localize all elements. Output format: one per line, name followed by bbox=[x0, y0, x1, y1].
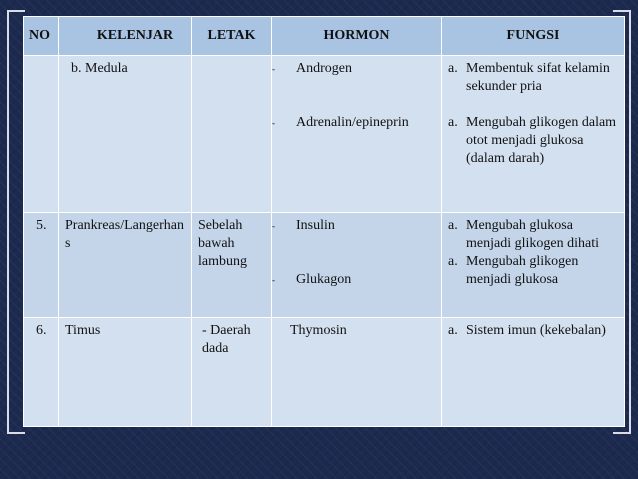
cell-hormon bbox=[272, 318, 442, 427]
list-marker: a. bbox=[448, 61, 458, 76]
cell-kelenjar bbox=[59, 318, 192, 427]
function-item bbox=[448, 60, 620, 96]
list-marker: a. bbox=[448, 218, 458, 233]
hormone-name: Androgen bbox=[296, 61, 352, 76]
hormone-item bbox=[272, 271, 437, 289]
cell-no: 5. bbox=[24, 213, 59, 318]
cell-kelenjar bbox=[59, 213, 192, 318]
kelenjar-text: Timus bbox=[65, 323, 101, 338]
hormone-name: Insulin bbox=[296, 218, 335, 233]
function-item bbox=[448, 114, 620, 168]
dash-marker: - bbox=[272, 118, 275, 128]
cell-letak bbox=[192, 56, 272, 213]
function-text: Mengubah glikogen dalam otot menjadi glukosa (dalam darah) bbox=[466, 115, 617, 166]
dash-marker: - bbox=[272, 275, 275, 285]
table-row bbox=[24, 213, 625, 318]
function-text: Mengubah glikogen menjadi glukosa bbox=[466, 254, 579, 287]
header-no: NO bbox=[24, 17, 59, 56]
cell-fungsi bbox=[442, 56, 625, 213]
cell-letak bbox=[192, 213, 272, 318]
table-header-row bbox=[24, 17, 625, 56]
list-marker: a. bbox=[448, 254, 458, 269]
function-text: Sistem imun (kekebalan) bbox=[466, 323, 606, 338]
kelenjar-text: b. Medula bbox=[71, 61, 128, 76]
hormone-table bbox=[23, 16, 625, 427]
cell-kelenjar bbox=[59, 56, 192, 213]
hormone-name: Adrenalin/epineprin bbox=[296, 115, 409, 130]
cell-letak bbox=[192, 318, 272, 427]
cell-no: 6. bbox=[24, 318, 59, 427]
hormone-item bbox=[272, 114, 437, 132]
hormone-table-container bbox=[23, 16, 624, 427]
function-item bbox=[448, 322, 620, 340]
function-item bbox=[448, 217, 620, 253]
table-row bbox=[24, 318, 625, 427]
list-marker: a. bbox=[448, 115, 458, 130]
cell-fungsi bbox=[442, 213, 625, 318]
letak-text: - Daerah dada bbox=[202, 323, 251, 356]
cell-fungsi bbox=[442, 318, 625, 427]
header-hormon: HORMON bbox=[272, 17, 442, 56]
dash-marker: - bbox=[272, 221, 275, 231]
function-text: Membentuk sifat kelamin sekunder pria bbox=[466, 61, 610, 94]
dash-marker: - bbox=[272, 64, 275, 74]
hormone-item bbox=[272, 60, 437, 78]
header-letak: LETAK bbox=[192, 17, 272, 56]
hormone-name: Thymosin bbox=[290, 323, 347, 338]
function-item bbox=[448, 253, 620, 289]
header-kelenjar: KELENJAR bbox=[59, 17, 192, 56]
header-fungsi: FUNGSI bbox=[442, 17, 625, 56]
cell-hormon bbox=[272, 213, 442, 318]
list-marker: a. bbox=[448, 323, 458, 338]
cell-hormon bbox=[272, 56, 442, 213]
table-row bbox=[24, 56, 625, 213]
cell-no bbox=[24, 56, 59, 213]
letak-text: Sebelah bawah lambung bbox=[198, 218, 247, 269]
hormone-item bbox=[272, 217, 437, 235]
function-text: Mengubah glukosa menjadi glikogen dihati bbox=[466, 218, 599, 251]
kelenjar-text: Prankreas/Langerhans bbox=[65, 218, 184, 251]
hormone-name: Glukagon bbox=[296, 272, 352, 287]
